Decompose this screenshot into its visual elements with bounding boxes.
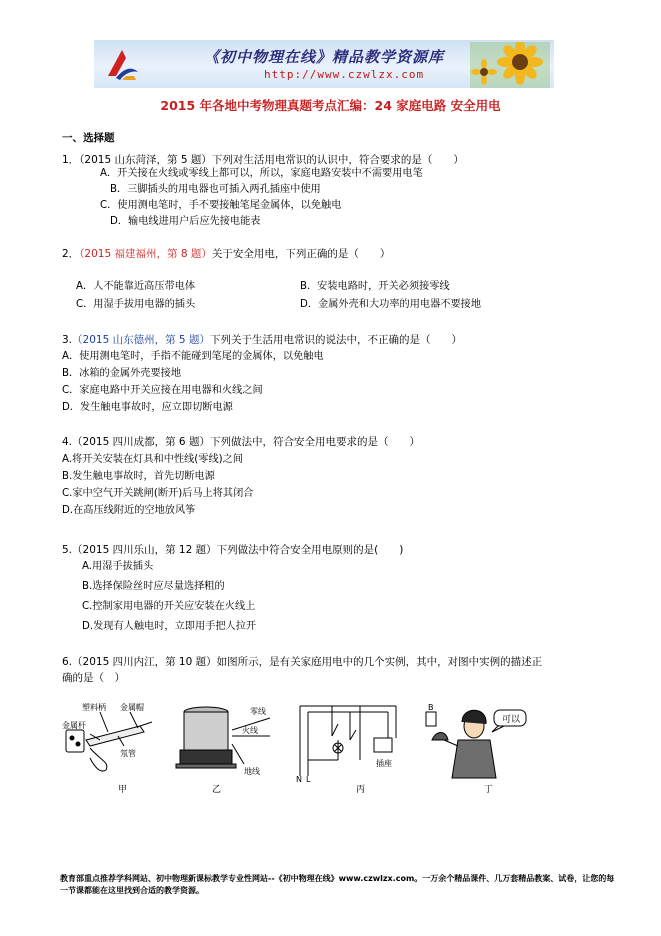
q2-option-a: A．人不能靠近高压带电体	[76, 281, 196, 292]
figure-caption-jia: 甲	[118, 785, 128, 795]
q5-option-a: A.用湿手拔插头	[82, 561, 154, 572]
q1-option-b: B．三脚插头的用电器也可插入两孔插座中使用	[110, 184, 321, 195]
q1-option-c: C．使用测电笔时，手不要接触笔尾金属体，以免触电	[100, 200, 342, 211]
jia-label-metal-rod: 金属杆	[62, 721, 86, 730]
page-title: 2015 年各地中考物理真题考点汇编：24 家庭电路 安全用电	[160, 98, 501, 113]
header-banner	[94, 40, 554, 88]
figure-bing-circuit	[292, 700, 402, 782]
question-3-stem: 3.（2015 山东德州，第 5 题）下列关于生活用电常识的说法中，不正确的是（ ）	[62, 334, 462, 346]
site-logo-icon	[102, 46, 142, 84]
figure-caption-bing: 丙	[356, 785, 366, 795]
question-1-stem: 1．（2015 山东菏泽，第 5 题）下列对生活用电常识的认识中，符合要求的是（ ）	[62, 154, 464, 166]
figure-yi-appliance-wiring	[172, 700, 282, 780]
banner-title: 《初中物理在线》精品教学资源库	[204, 48, 445, 66]
bing-label-n: N	[296, 775, 302, 782]
question-2-stem: 2．（2015 福建福州，第 8 题）关于安全用电，下列正确的是（ ）	[62, 248, 391, 260]
figure-ding-person-test	[422, 700, 532, 782]
q4-option-d: D.在高压线附近的空地放风筝	[62, 505, 196, 516]
q5-option-c: C.控制家用电器的开关应安装在火线上	[82, 601, 256, 612]
q1-option-a: A．开关接在火线或零线上都可以，所以，家庭电路安装中不需要用电笔	[100, 168, 423, 179]
q2-option-b: B．安装电路时，开关必须接零线	[300, 281, 450, 292]
q3-option-d: D．发生触电事故时，应立即切断电源	[62, 402, 233, 413]
page-footer: 教育部重点推荐学科网站、初中物理新课标教学专业性网站--《初中物理在线》www.czwlzx.com。一万余个精品课件、几万套精品教案、试卷，让您的每一节课都能在这里找到合适的教学资源。	[60, 874, 615, 895]
question-6-stem: 6.（2015 四川内江，第 10 题）如图所示，是有关家庭用电中的几个实例，其中，对图中实例的描述正	[62, 656, 543, 668]
yi-label-neutral: 零线	[250, 707, 266, 716]
ding-speech-bubble-text: 可以	[502, 715, 521, 725]
q3-option-a: A．使用测电笔时，手指不能碰到笔尾的金属体，以免触电	[62, 351, 324, 362]
q2-option-d: D．金属外壳和大功率的用电器不要接地	[300, 299, 482, 310]
yi-label-live: 火线	[242, 726, 258, 735]
question-4-stem: 4.（2015 四川成都，第 6 题）下列做法中，符合安全用电要求的是（ ）	[62, 436, 420, 448]
section-heading: 一、选择题	[62, 132, 115, 144]
bing-label-socket: 插座	[376, 759, 392, 768]
sunflower-icon	[470, 42, 550, 88]
q3-option-c: C．家庭电路中开关应接在用电器和火线之间	[62, 385, 263, 396]
q4-option-b: B.发生触电事故时，首先切断电源	[62, 471, 215, 482]
q5-option-d: D.发现有人触电时，立即用手把人拉开	[82, 621, 257, 632]
yi-label-ground: 地线	[244, 767, 260, 776]
q4-option-c: C.家中空气开关跳闸(断开)后马上将其闭合	[62, 488, 254, 499]
q4-option-a: A.将开关安装在灯具和中性线(零线)之间	[62, 454, 243, 465]
q3-option-b: B．冰箱的金属外壳要接地	[62, 368, 182, 379]
banner-url[interactable]: http://www.czwlzx.com	[264, 68, 425, 81]
jia-label-metal-cap: 金属帽	[120, 703, 144, 712]
ding-label-b: B	[428, 703, 434, 712]
question-5-stem: 5.（2015 四川乐山，第 12 题）下列做法中符合安全用电原则的是( )	[62, 544, 404, 556]
figure-caption-ding: 丁	[484, 785, 494, 795]
question-6-stem-cont: 确的是（ ）	[62, 672, 125, 684]
q2-option-c: C．用湿手拔用电器的插头	[76, 299, 196, 310]
q1-option-d: D．输电线进用户后应先接电能表	[110, 216, 261, 227]
jia-label-plastic-handle: 塑料柄	[82, 703, 106, 712]
jia-label-neon-tube: 氖管	[120, 749, 136, 758]
figure-jia-test-pen	[60, 700, 170, 780]
figure-caption-yi: 乙	[212, 785, 222, 795]
q5-option-b: B.选择保险丝时应尽量选择粗的	[82, 581, 225, 592]
bing-label-l: L	[306, 775, 311, 782]
